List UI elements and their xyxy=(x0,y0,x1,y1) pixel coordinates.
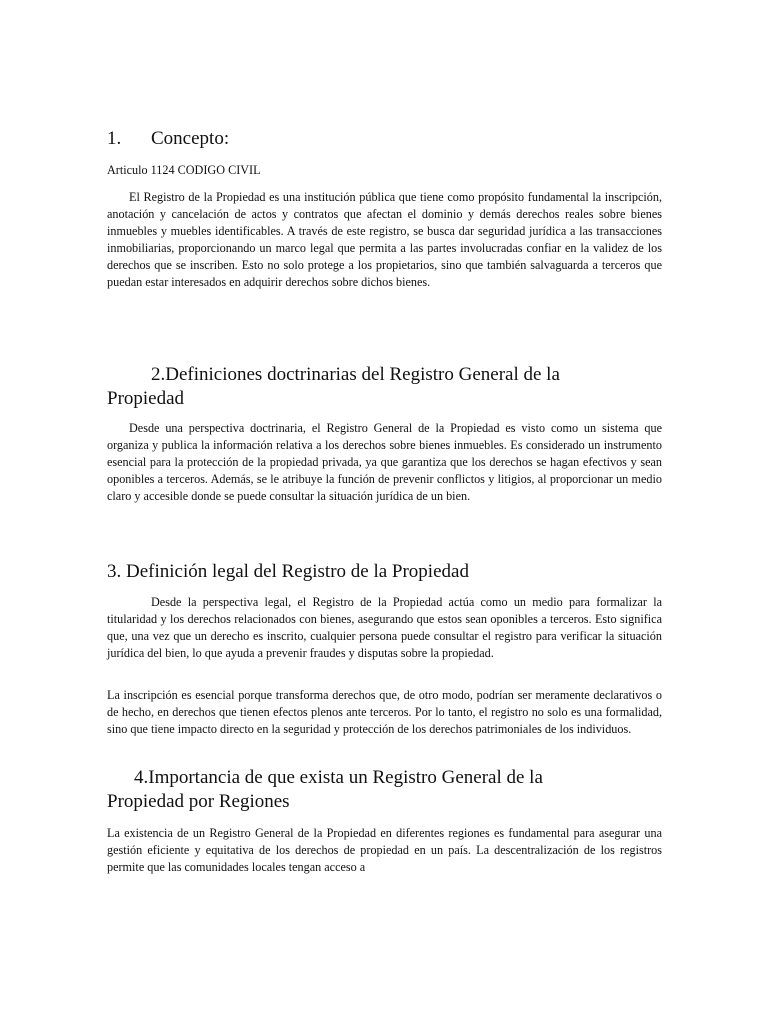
section-1-title: Concepto: xyxy=(151,128,230,149)
section-3-heading: 3. Definición legal del Registro de la Propiedad xyxy=(107,561,469,582)
section-1-subtitle: Articulo 1124 CODIGO CIVIL xyxy=(107,163,261,177)
section-1-number: 1. xyxy=(107,128,122,149)
section-2-heading: 2.Definiciones doctrinarias del Registro General de la Propiedad xyxy=(107,364,560,409)
section-3-paragraph-1: Desde la perspectiva legal, el Registro de la Propiedad actúa como un medio para formalizar la titularidad y los derechos relacionados con bienes, asegurando que estos sean oponibles a terceros. Esto significa que, una vez que un derecho es inscrito, cualquier persona puede consultar el registro para verificar la situación jurídica del bien, lo que ayuda a prevenir fraudes y disputas sobre la propiedad. xyxy=(107,595,662,660)
section-4-heading: 4.Importancia de que exista un Registro General de la Propiedad por Regiones xyxy=(107,767,543,812)
section-1-paragraph: El Registro de la Propiedad es una institución pública que tiene como propósito fundamental la inscripción, anotación y cancelación de actos y contratos que afectan el dominio y demás derechos reales sobre bienes inmuebles y muebles identificables. A través de este registro, se busca dar seguridad jurídica a las transacciones inmobiliarias, proporcionando un marco legal que permita a las partes involucradas confiar en la validez de los derechos que se inscriben. Esto no solo protege a los propietarios, sino que también salvaguarda a terceros que puedan estar interesados en adquirir derechos sobre dichos bienes. xyxy=(107,190,662,289)
section-4-paragraph: La existencia de un Registro General de la Propiedad en diferentes regiones es fundamental para asegurar una gestión eficiente y equitativa de los derechos de propiedad en un país. La descentralización de los registros permite que las comunidades locales tengan acceso a xyxy=(107,826,662,874)
section-3-paragraph-2: La inscripción es esencial porque transforma derechos que, de otro modo, podrían ser meramente declarativos o de hecho, en derechos que tienen efectos plenos ante terceros. Por lo tanto, el registro no solo es una formalidad, sino que tiene impacto directo en la seguridad y protección de los derechos patrimoniales de los individuos. xyxy=(107,688,662,736)
section-1-heading xyxy=(107,128,229,150)
section-2-paragraph: Desde una perspectiva doctrinaria, el Registro General de la Propiedad es visto como un sistema que organiza y publica la información relativa a los derechos sobre bienes inmuebles. Es considerado un instrumento esencial para la protección de la propiedad privada, ya que garantiza que los derechos se hagan efectivos y sean oponibles a terceros. Además, se le atribuye la función de prevenir conflictos y litigios, al proporcionar un medio claro y accesible donde se puede consultar la situación jurídica de un bien. xyxy=(107,421,662,503)
